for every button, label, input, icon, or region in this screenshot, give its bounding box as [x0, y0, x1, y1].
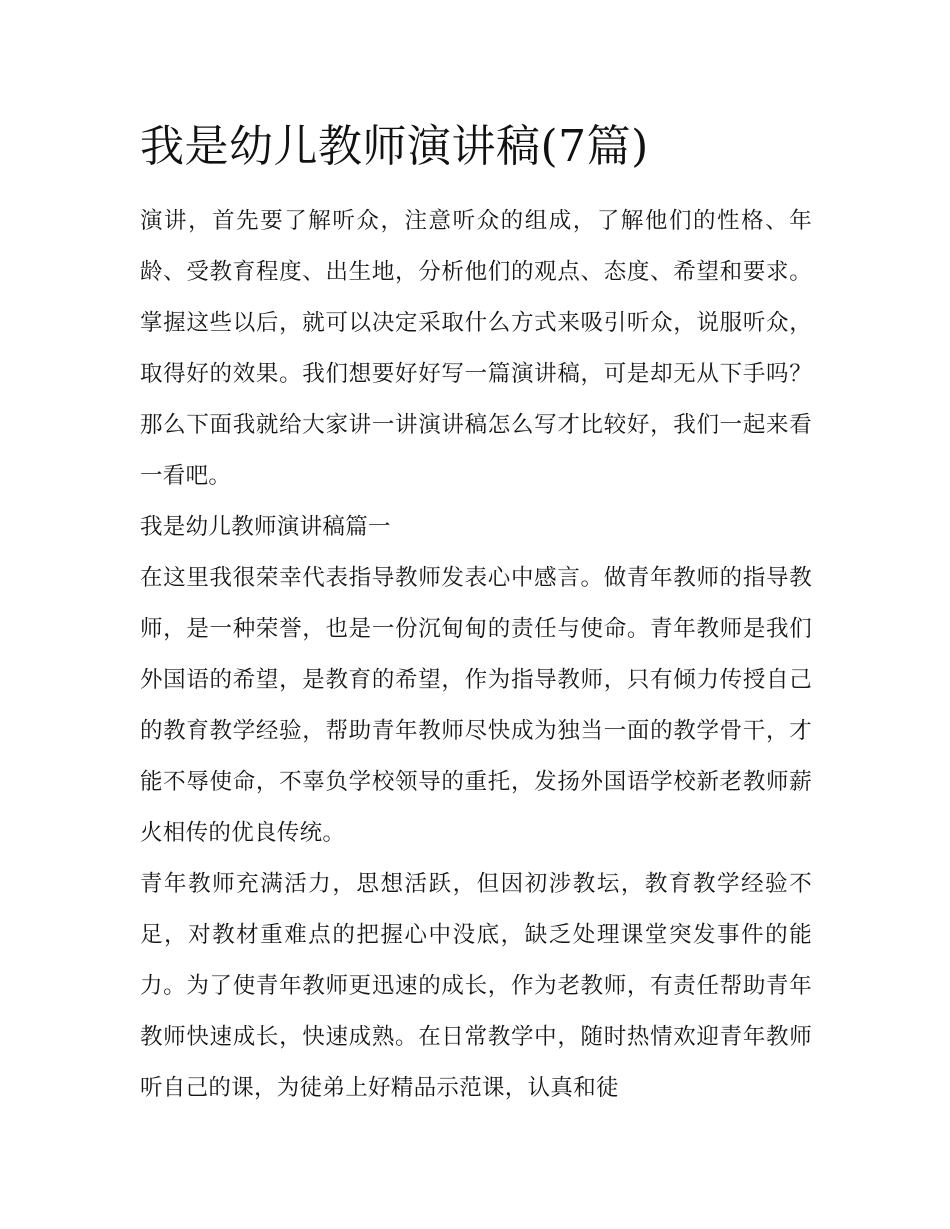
body-paragraph-1: 在这里我很荣幸代表指导教师发表心中感言。做青年教师的指导教师，是一种荣誉，也是一份沉甸甸的责任与使命。青年教师是我们外国语的希望，是教育的希望，作为指导教师，只有倾力传授自己的教育教学经验，帮助青年教师尽快成为独当一面的教学骨干，才能不辱使命，不辜负学校领导的重托，发扬外国语学校新老教师薪火相传的优良传统。 — [140, 565, 812, 846]
body-paragraph-2: 青年教师充满活力，思想活跃，但因初涉教坛，教育教学经验不足，对教材重难点的把握心中没底，缺乏处理课堂突发事件的能力。为了使青年教师更迅速的成长，作为老教师，有责任帮助青年教师快速成长，快速成熟。在日常教学中，随时热情欢迎青年教师听自己的课，为徒弟上好精品示范课，认真和徒 — [140, 871, 812, 1101]
document-page — [140, 112, 812, 1114]
intro-paragraph: 演讲，首先要了解听众，注意听众的组成，了解他们的性格、年龄、受教育程度、出生地，分析他们的观点、态度、希望和要求。掌握这些以后，就可以决定采取什么方式来吸引听众，说服听众，取得好的效果。我们想要好好写一篇演讲稿，可是却无从下手吗？那么下面我就给大家讲一讲演讲稿怎么写才比较好，我们一起来看一看吧。 — [140, 208, 812, 489]
document-title: 我是幼儿教师演讲稿(7篇) — [140, 121, 649, 172]
section-heading: 我是幼儿教师演讲稿篇一 — [140, 514, 391, 540]
